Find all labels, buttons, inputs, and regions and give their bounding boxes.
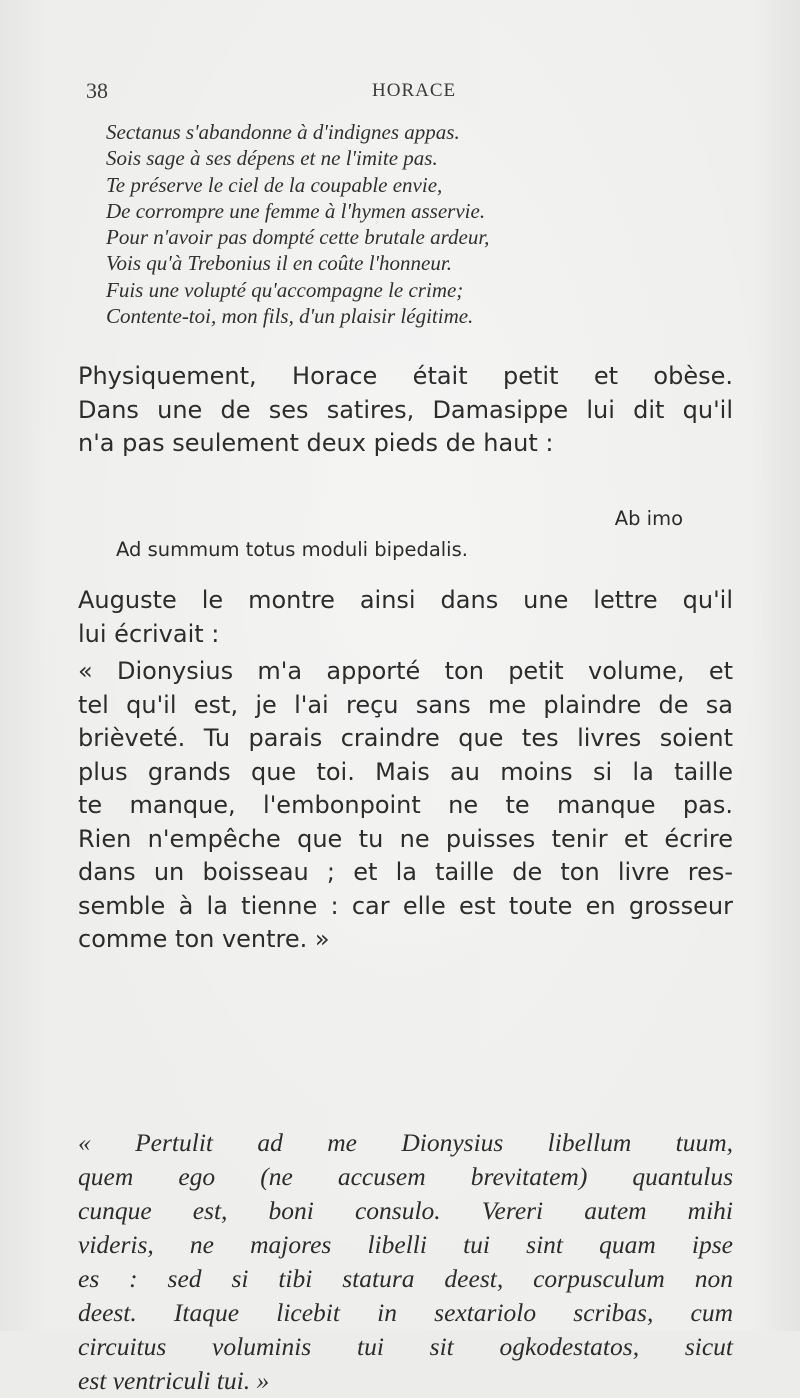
text-line: est ventriculi tui. »	[78, 1366, 270, 1395]
text-line: semble à la tienne : car elle est toute en grosseur	[78, 891, 733, 920]
text-line: videris, ne majores libelli tui sint quam ipse	[78, 1230, 733, 1259]
verse-line: Te préserve le ciel de la coupable envie,	[106, 172, 443, 197]
verse-line: Sois sage à ses dépens et ne l'imite pas.	[106, 146, 438, 171]
text-line: tel qu'il est, je l'ai reçu sans me plaindre de sa	[78, 690, 733, 719]
verse-line: Fuis une volupté qu'accompagne le crime;	[106, 277, 464, 302]
verse-line: Pour n'avoir pas dompté cette brutale ardeur,	[106, 225, 490, 250]
text-line: plus grands que toi. Mais au moins si la taille	[78, 757, 733, 786]
text-line: brièveté. Tu parais craindre que tes livres soient	[78, 724, 733, 752]
text-line: quem ego (ne accusem brevitatem) quantulus	[78, 1162, 733, 1191]
text-line: lui écrivait :	[78, 619, 220, 648]
text-line: Physiquement, Horace était petit et obèse.	[78, 362, 733, 390]
paragraph-letter-french	[78, 655, 733, 957]
latin-quote-line-1: Ab imo	[614, 507, 683, 530]
text-line: Auguste le montre ainsi dans une lettre qu'il	[78, 586, 733, 614]
text-line: cunque est, boni consulo. Vereri autem mihi	[78, 1196, 733, 1225]
page-number: 38	[86, 78, 108, 103]
verse-line: Contente-toi, mon fils, d'un plaisir légitime.	[106, 304, 474, 329]
paragraph-physique	[78, 360, 733, 461]
text-line: comme ton ventre. »	[78, 925, 330, 953]
paragraph-letter-latin	[78, 1126, 733, 1398]
verse-line: Vois qu'à Trebonius il en coûte l'honneur.	[106, 251, 452, 276]
verse-line: De corrompre une femme à l'hymen asservie.	[106, 198, 486, 223]
text-line: dans un boisseau ; et la taille de ton livre res-	[78, 858, 733, 886]
text-line: es : sed si tibi statura deest, corpusculum non	[78, 1264, 733, 1293]
verse-line: Sectanus s'abandonne à d'indignes appas.	[106, 120, 460, 144]
text-line: « Dionysius m'a apporté ton petit volume, et	[78, 657, 733, 685]
text-line: circuitus voluminis tui sit ogkodestatos, sicut	[78, 1332, 733, 1361]
text-line: n'a pas seulement deux pieds de haut :	[78, 429, 554, 457]
text-line: Rien n'empêche que tu ne puisses tenir et écrire	[78, 824, 733, 853]
text-line: « Pertulit ad me Dionysius libellum tuum,	[78, 1128, 733, 1157]
text-line: Dans une de ses satires, Damasippe lui dit qu'il	[78, 395, 733, 424]
page-header	[86, 78, 726, 108]
running-head: HORACE	[372, 80, 457, 101]
paragraph-auguste	[78, 584, 733, 651]
verse-block	[106, 119, 746, 329]
text-line: deest. Itaque licebit in sextariolo scribas, cum	[78, 1298, 733, 1327]
text-line: te manque, l'embonpoint ne te manque pas.	[78, 791, 733, 819]
latin-quote-line-2: Ad summum totus moduli bipedalis.	[116, 538, 468, 561]
